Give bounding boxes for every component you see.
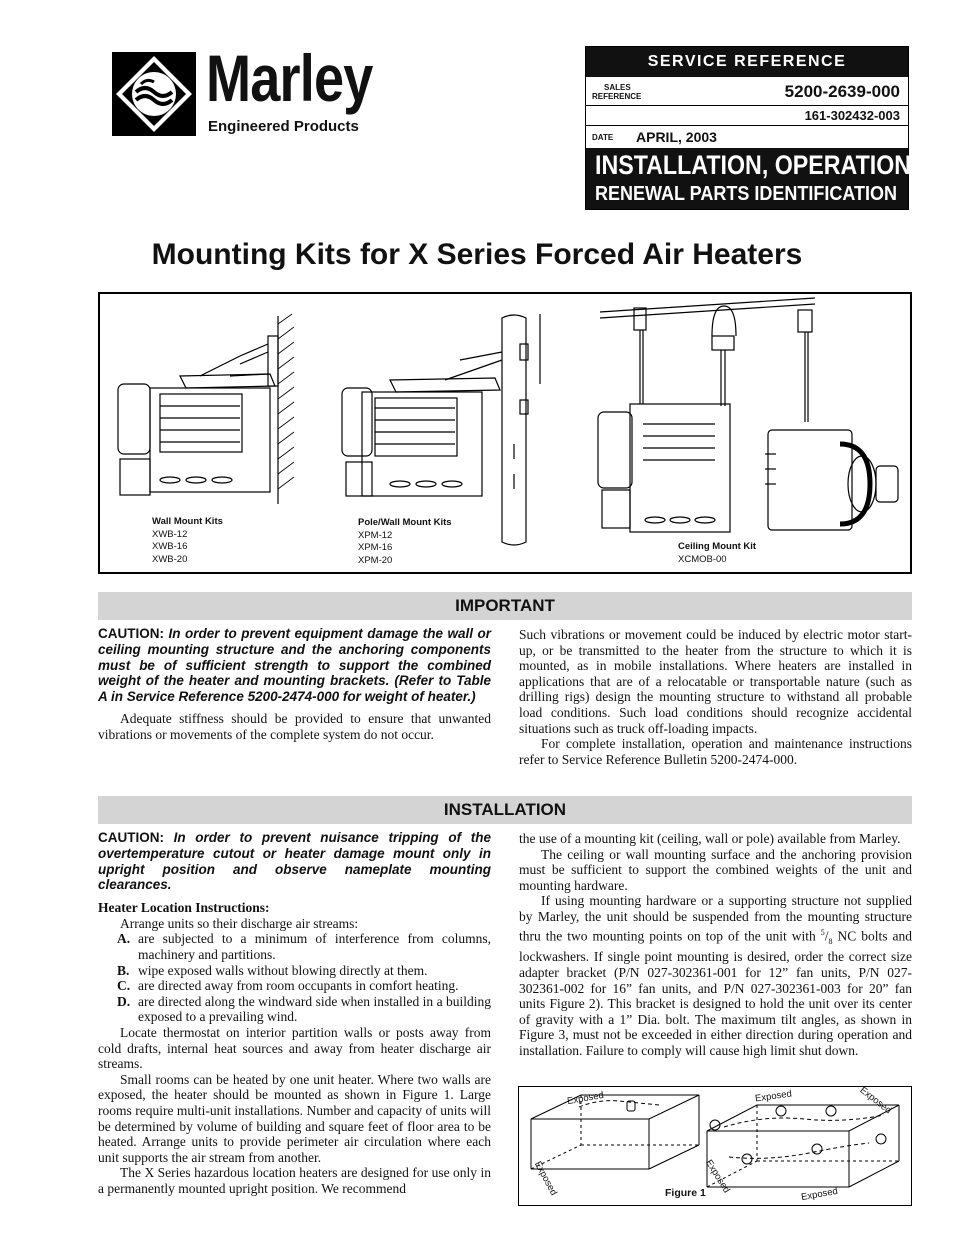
wall-mount-kit-label — [152, 516, 223, 566]
installation-heading: INSTALLATION — [98, 796, 912, 824]
sales-label: SALES — [604, 83, 631, 92]
reference-label: REFERENCE — [592, 92, 642, 101]
exposed-label: Exposed — [754, 1088, 793, 1105]
sales-reference-number: 5200-2639-000 — [784, 82, 900, 101]
list-item: B. wipe exposed walls without blowing directly at them. — [117, 962, 428, 978]
sales-reference-row — [586, 77, 908, 106]
mounting-kits-figure — [98, 292, 912, 574]
thermostat-paragraph: Locate thermostat on interior partition walls or posts away from cold drafts, internal heat sources and away from heater discharge air streams. — [98, 1024, 491, 1072]
service-reference-box — [585, 46, 912, 210]
ceiling-mount-kit-title: Ceiling Mount Kit — [678, 541, 757, 552]
marley-emblem-icon — [108, 48, 200, 140]
reference-paragraph: For complete installation, operation and maintenance instructions refer to Service Reference Bulletin 5200-2474-000. — [519, 736, 912, 767]
installation-left-column — [98, 830, 491, 1196]
hardware-paragraph: If using mounting hardware or a supporting structure not supplied by Marley, the unit should be suspended from the mounting structure thru the two mounting points on top of the unit with $^5/_8$ NC bolts and lockwashers. If single point mounting is desired, order the correct size adapter bracket (P/N 027-302361-001 for 12” fan units, P/N 027-302361-002 for 16” fan units, and P/N 027-302361-003 for 20” fan units Figure 2). This bracket is designed to hold the unit over its center of gravity with a 1” Dia. bolt. The maximum tilt angles, as shown in Figure 3, must not be exceeded in either direction during operation and installation. Failure to comply will cause high limit shut down. — [519, 893, 912, 1058]
list-item: A. are subjected to a minimum of interference from columns, machinery and partitions. — [117, 931, 491, 962]
pole-mount-kit-label — [358, 517, 452, 567]
title-line-2: RENEWAL PARTS IDENTIFICATION — [595, 183, 898, 205]
part-number-row — [586, 106, 908, 126]
figure-1 — [518, 1086, 912, 1206]
brand-subtitle: Engineered Products — [208, 118, 359, 135]
vibration-paragraph: Such vibrations or movement could be induced by electric motor start-up, or be transmitted to the heater from the structure to which it is mounted, as in mobile installations. Where heaters are installed in applications that are of a relocatable or transportable nature (such as drilling rigs) design the mounting structure to withstand all probable load conditions. Such load conditions should recognize accidental situations such as truck off-loading impacts. — [519, 627, 912, 736]
wall-mount-model: XWB-16 — [152, 541, 188, 552]
mounting-kit-paragraph: the use of a mounting kit (ceiling, wall or pole) available from Marley. — [519, 831, 901, 846]
fraction-numerator: 5 — [820, 927, 825, 937]
pole-mount-drawing — [342, 314, 540, 545]
exposed-label: Exposed — [566, 1089, 605, 1108]
caution-text: In order to prevent equipment damage the wall or ceiling mounting structure and the anchoring components must be of sufficient strength to support the combined weight of the heater and mounting brackets. (Refer to Table A in Service Reference 5200-2474-000 for weight of heater.) — [98, 626, 491, 705]
wall-mount-model: XWB-12 — [152, 528, 188, 540]
important-right-column — [519, 627, 912, 767]
date-value: APRIL, 2003 — [636, 129, 717, 145]
ceiling-mount-kit-label — [678, 541, 756, 566]
location-heading: Heater Location Instructions: — [98, 900, 270, 916]
exposed-label: Exposed — [531, 1159, 560, 1198]
important-heading: IMPORTANT — [98, 592, 912, 620]
exposed-label: Exposed — [857, 1084, 894, 1117]
wall-mount-drawing — [118, 314, 294, 504]
room-sizing-paragraph: Small rooms can be heated by one unit heater. Where two walls are exposed, the heater should be mounted as shown in Figure 1. Large rooms require multi-unit installations. Number and capacity of units will be determined by volume of building and square feet of floor area to be heated. Arrange units to provide perimeter air circulation where each unit supports the air stream from another. — [98, 1071, 491, 1165]
fraction-denominator: 8 — [828, 936, 833, 946]
wall-mount-model: XWB-20 — [152, 553, 188, 565]
exposed-label: Exposed — [800, 1185, 839, 1204]
location-intro: Arrange units so their discharge air streams: — [120, 915, 359, 931]
pole-mount-kit-title: Pole/Wall Mount Kits — [358, 517, 452, 528]
caution-text: In order to prevent nuisance tripping of the overtemperature cutout or heater damage mount only in upright position and observe nameplate mounting clearances. — [98, 830, 491, 893]
x-series-paragraph: The X Series hazardous location heaters are designed for use only in a permanently mounted upright position. We recommend — [98, 1165, 491, 1196]
title-line-1: INSTALLATION, OPERATION — [595, 150, 912, 180]
important-caution — [98, 626, 491, 705]
caution-label: CAUTION: — [98, 626, 164, 641]
marley-logo — [108, 41, 418, 140]
list-item: D. are directed along the windward side when installed in a building exposed to a prevailing wind. — [117, 993, 491, 1025]
document-type-title — [586, 148, 912, 209]
important-left-column — [98, 626, 491, 742]
pole-mount-model: XPM-20 — [358, 554, 393, 566]
ceiling-mount-model: XCMOB-00 — [678, 553, 727, 565]
installation-right-column — [519, 831, 912, 1059]
installation-caution — [98, 830, 491, 893]
wall-mount-kit-title: Wall Mount Kits — [152, 516, 223, 527]
anchoring-paragraph: The ceiling or wall mounting surface and the anchoring provision must be sufficient to support the combined weights of the unit and mounting hardware. — [519, 846, 912, 893]
part-number: 161-302432-003 — [804, 108, 900, 123]
pole-mount-model: XPM-16 — [358, 542, 393, 553]
figure-1-caption: Figure 1 — [665, 1187, 706, 1199]
ceiling-mount-drawing — [598, 298, 898, 532]
date-label: DATE — [592, 133, 614, 142]
service-reference-header: SERVICE REFERENCE — [586, 47, 908, 77]
pole-mount-model: XPM-12 — [358, 529, 393, 541]
exposed-label: Exposed — [703, 1157, 732, 1196]
location-list — [98, 931, 491, 1025]
list-item: C. are directed away from room occupants in comfort heating. — [117, 978, 459, 994]
stiffness-paragraph: Adequate stiffness should be provided to ensure that unwanted vibrations or movements of the complete system do not occur. — [98, 710, 491, 742]
brand-wordmark: Marley — [206, 41, 373, 115]
page-title: Mounting Kits for X Series Forced Air Heaters — [151, 238, 803, 271]
date-row — [586, 126, 908, 148]
caution-label: CAUTION: — [98, 830, 164, 845]
